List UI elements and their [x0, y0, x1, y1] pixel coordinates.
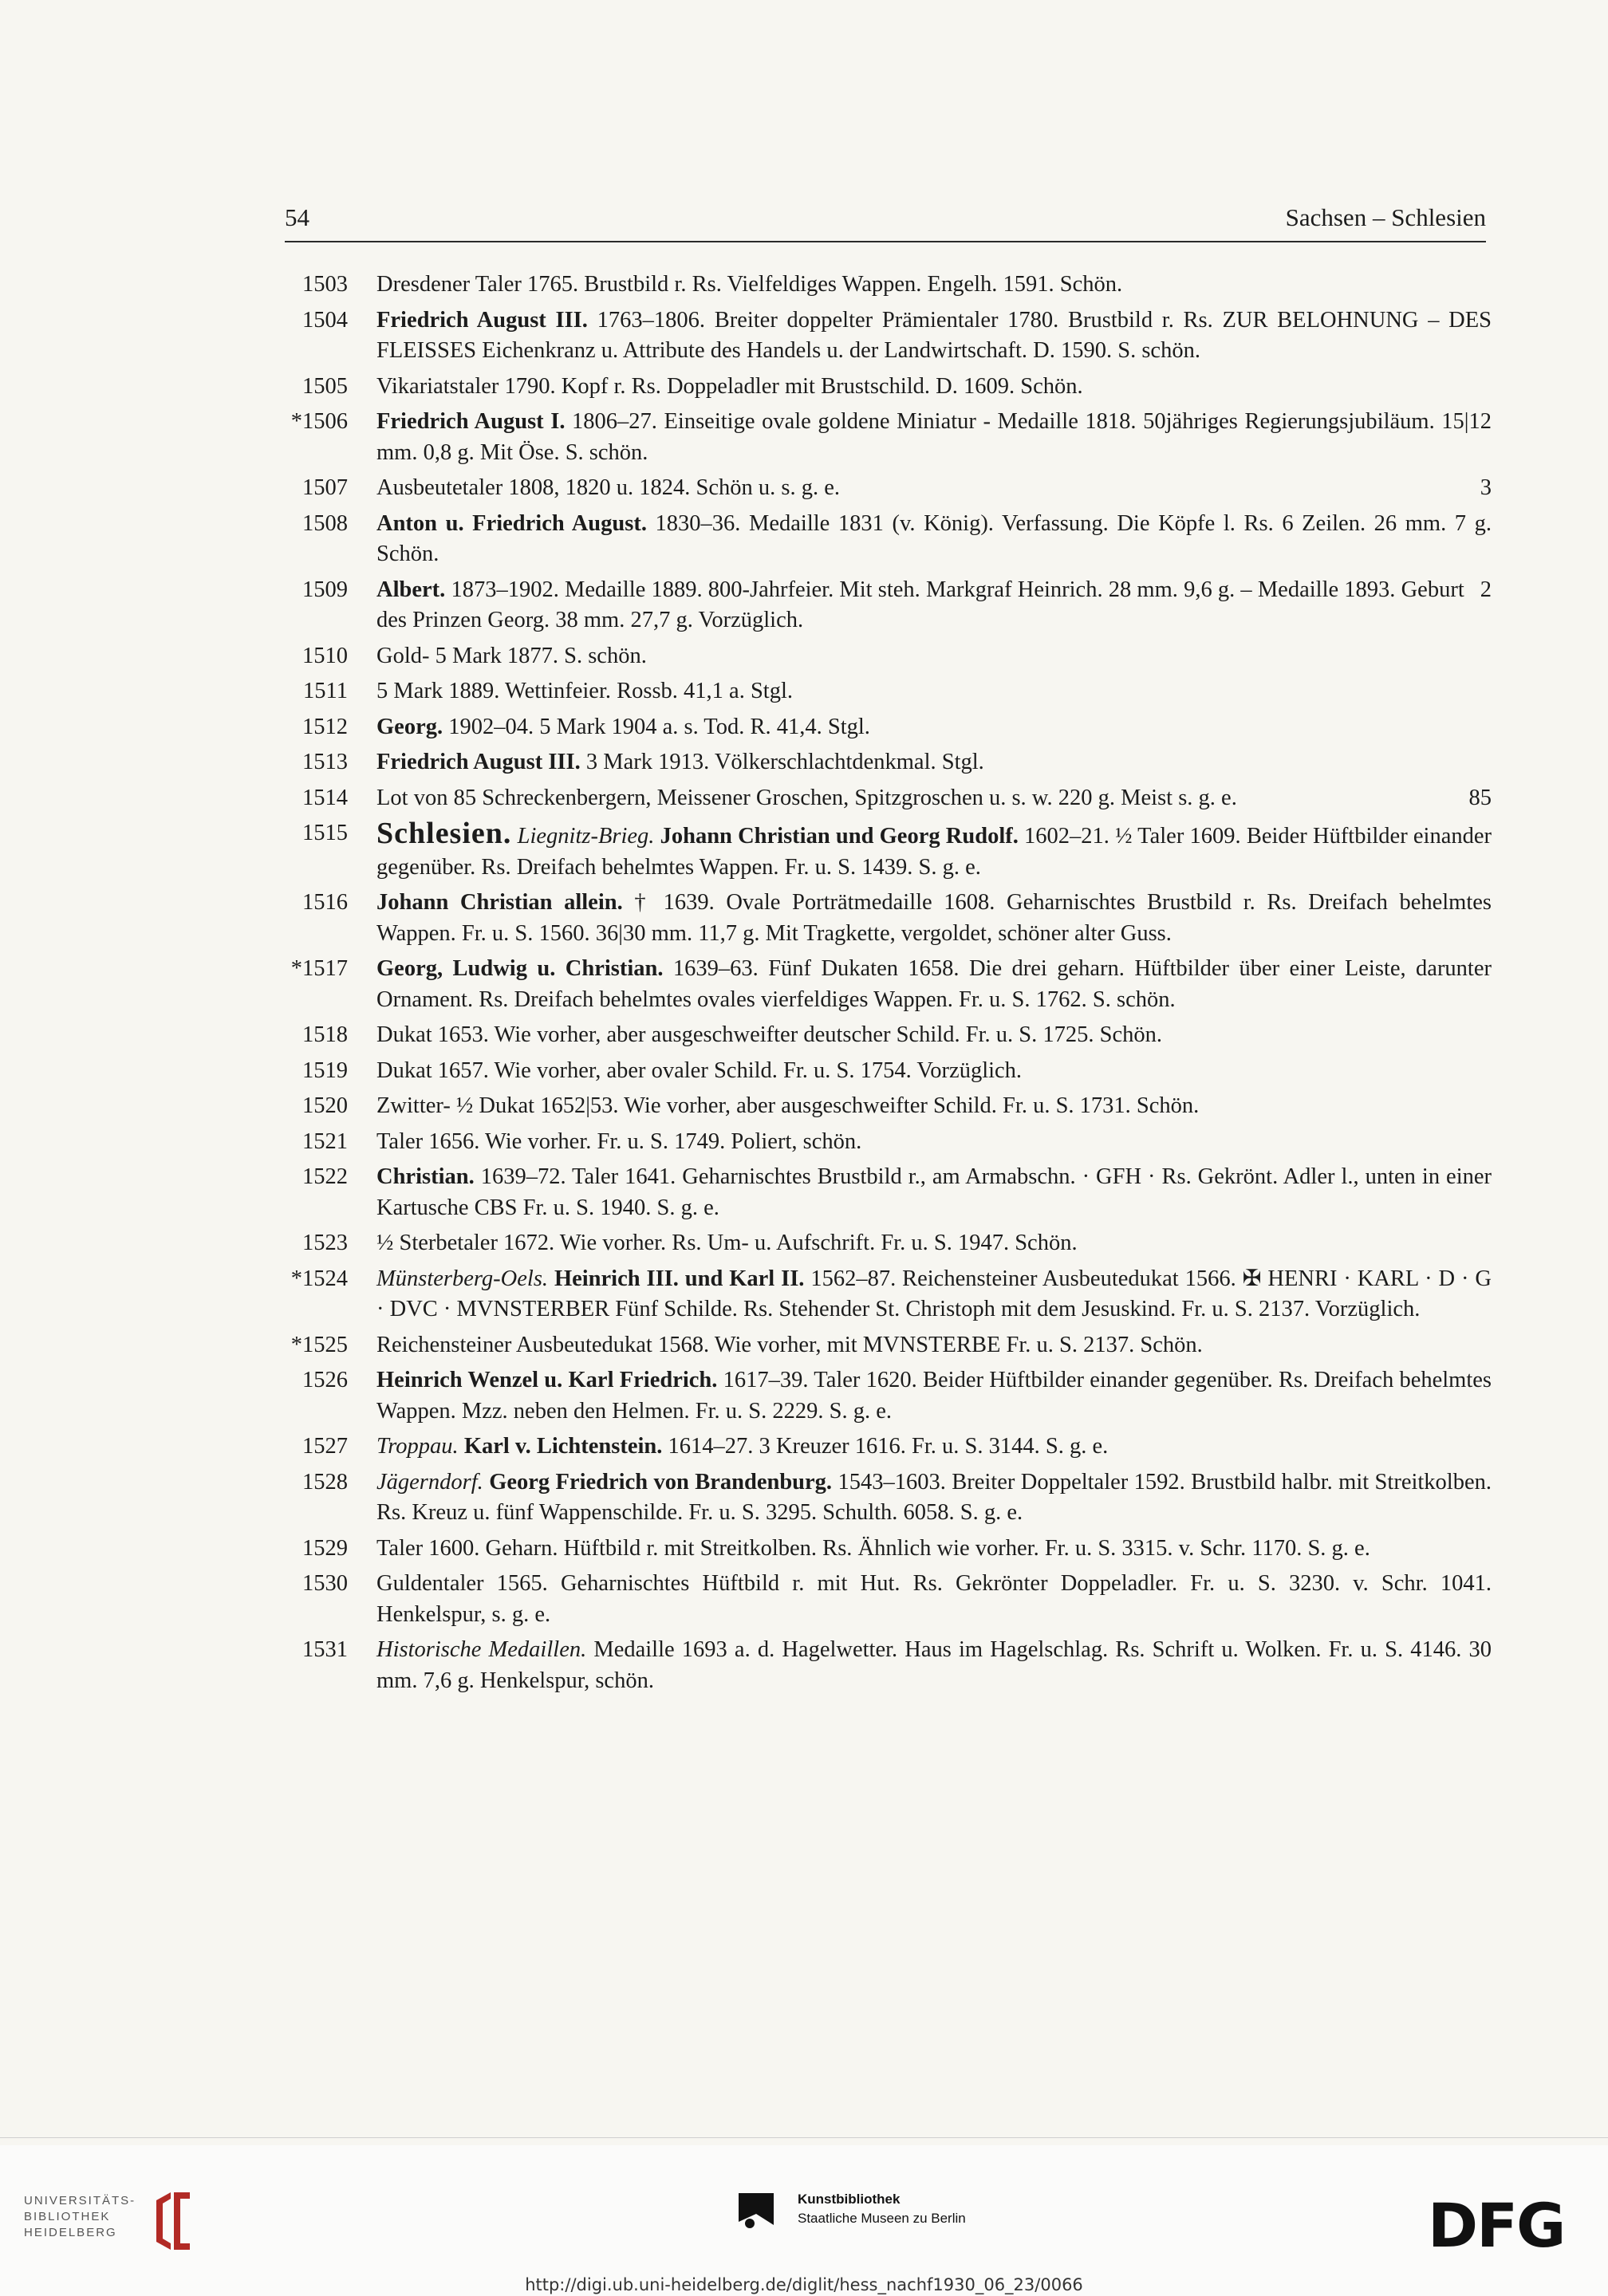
catalogue-entry — [263, 305, 1492, 367]
lot-description — [376, 1228, 1492, 1259]
description-text: 1873–1902. Medaille 1889. 800-Jahrfeier. Mit steh. Markgraf Heinrich. 28 mm. 9,6 g. – Medaille 1893. Geburt des Prinzen Georg. 38 mm. 27,7 g. Vorzüglich. — [376, 577, 1464, 632]
university-library-name — [24, 2193, 136, 2241]
description-text: Taler 1600. Geharn. Hüftbild r. mit Streitkolben. Rs. Ähnlich wie vorher. Fr. u. S. 3315. v. Schr. 1170. S. g. e. — [376, 1535, 1370, 1561]
ruler-name: Friedrich August III. — [376, 307, 588, 333]
lot-estimate: 2 — [1480, 577, 1492, 602]
description-text: Dresdener Taler 1765. Brustbild r. Rs. Vielfeldiges Wappen. Engelh. 1591. Schön. — [376, 272, 1123, 297]
university-line: UNIVERSITÄTS- — [24, 2194, 136, 2207]
catalogue-entry — [263, 1264, 1492, 1325]
catalogue-entries — [263, 270, 1492, 1701]
lot-description — [376, 1162, 1492, 1223]
lot-description — [376, 1264, 1492, 1325]
catalogue-entry — [263, 1432, 1492, 1463]
lot-number: 1504 — [302, 307, 348, 333]
catalogue-entry — [263, 1569, 1492, 1630]
catalogue-entry — [263, 1635, 1492, 1696]
description-text: 1830–36. Medaille 1831 (v. König). Verfassung. Die Köpfe l. Rs. 6 Zeilen. 26 mm. 7 g. Schön. — [376, 510, 1492, 566]
lot-description — [376, 712, 1492, 743]
lot-number: 1531 — [302, 1637, 348, 1662]
lot-number: 1522 — [302, 1164, 348, 1189]
lot-description — [376, 407, 1492, 468]
ruler-name: Friedrich August I. — [376, 409, 566, 434]
lot-description — [376, 1635, 1492, 1696]
lot-number: 1516 — [302, 890, 348, 915]
description-text: Dukat 1657. Wie vorher, aber ovaler Schild. Fr. u. S. 1754. Vorzüglich. — [376, 1057, 1023, 1083]
lot-description — [376, 1056, 1492, 1087]
region-name: Liegnitz-Brieg. — [517, 824, 655, 849]
lot-number: *1517 — [290, 956, 348, 981]
catalogue-entry — [263, 270, 1492, 301]
catalogue-entry — [263, 407, 1492, 468]
catalogue-entry — [263, 1162, 1492, 1223]
lot-description — [376, 818, 1492, 883]
lot-description — [376, 270, 1492, 301]
catalogue-entry — [263, 473, 1492, 504]
ruler-name: Heinrich III. und Karl II. — [554, 1266, 805, 1291]
permalink-url[interactable]: http://digi.ub.uni-heidelberg.de/diglit/hess_nachf1930_06_23/0066 — [525, 2275, 1083, 2294]
lot-number: 1511 — [303, 679, 348, 703]
university-logo-icon — [150, 2189, 193, 2253]
lot-description — [376, 1534, 1492, 1565]
lot-number: 1530 — [302, 1571, 348, 1596]
lot-number: *1506 — [290, 409, 348, 434]
catalogue-entry — [263, 1127, 1492, 1158]
catalogue-entry — [263, 1467, 1492, 1529]
region-name: Troppau. — [376, 1434, 459, 1459]
lot-description — [376, 1091, 1492, 1122]
description-text: † 1639. Ovale Porträtmedaille 1608. Geharnischtes Brustbild r. Rs. Dreifach behelmtes Wappen. Fr. u. S. 1560. 36|30 mm. 11,7 g. Mit Tragkette, vergoldet, schöner alter Guss. — [376, 890, 1492, 946]
description-text: Lot von 85 Schreckenbergern, Meissener Groschen, Spitzgroschen u. s. w. 220 g. Meist s. g. e. — [376, 785, 1237, 810]
header-rule — [285, 241, 1486, 242]
description-text: 1763–1806. Breiter doppelter Prämientaler 1780. Brustbild r. Rs. ZUR BELOHNUNG – DES FLEISSES Eichenkranz u. Attribute des Handels u. der Landwirtschaft. D. 1590. S. schön. — [376, 307, 1492, 363]
lot-description — [376, 888, 1492, 949]
description-text: 3 Mark 1913. Völkerschlachtdenkmal. Stgl. — [580, 750, 984, 774]
catalogue-entry — [263, 575, 1492, 636]
lot-number: *1524 — [290, 1266, 348, 1291]
digitization-footer — [0, 2145, 1608, 2296]
lot-number: 1526 — [302, 1368, 348, 1392]
region-name: Münsterberg-Oels. — [376, 1266, 549, 1291]
catalogue-entry — [263, 676, 1492, 707]
description-text: Dukat 1653. Wie vorher, aber ausgeschweifter deutscher Schild. Fr. u. S. 1725. Schön. — [376, 1022, 1162, 1047]
lot-description — [376, 509, 1492, 570]
lot-description — [376, 747, 1492, 778]
ruler-name: Albert. — [376, 577, 446, 602]
kb-title: Kunstbibliothek — [798, 2192, 901, 2207]
catalogue-entry — [263, 888, 1492, 949]
region-name: Jägerndorf. — [376, 1469, 483, 1495]
page-number: 54 — [285, 203, 309, 231]
lot-number: 1513 — [302, 750, 348, 774]
lot-description — [376, 473, 1492, 504]
ruler-name: Georg, Ludwig u. Christian. — [376, 956, 664, 981]
region-name: Historische Medaillen. — [376, 1637, 587, 1662]
lot-number: 1519 — [302, 1057, 348, 1083]
description-text: ½ Sterbetaler 1672. Wie vorher. Rs. Um- u. Aufschrift. Fr. u. S. 1947. Schön. — [376, 1231, 1078, 1255]
lot-description — [376, 1020, 1492, 1051]
lot-estimate: 3 — [1480, 475, 1492, 500]
ruler-name: Georg Friedrich von Brandenburg. — [489, 1469, 833, 1495]
description-text: 1617–39. Taler 1620. Beider Hüftbilder einander gegenüber. Rs. Dreifach behelmtes Wappen. Mzz. neben den Helmen. Fr. u. S. 2229. S. g. e. — [376, 1368, 1492, 1424]
lot-number: 1509 — [302, 577, 348, 602]
ruler-name: Anton u. Friedrich August. — [376, 510, 647, 536]
catalogue-entry — [263, 783, 1492, 814]
page-header — [285, 203, 1486, 235]
catalogue-entry — [263, 818, 1492, 883]
description-text: Gold- 5 Mark 1877. S. schön. — [376, 643, 647, 668]
lot-number: 1515 — [302, 821, 348, 845]
lot-number: 1503 — [302, 272, 348, 297]
lot-description — [376, 783, 1492, 814]
lot-number: 1507 — [302, 475, 348, 500]
lot-description — [376, 1127, 1492, 1158]
ruler-name: Christian. — [376, 1164, 475, 1189]
description-text: Guldentaler 1565. Geharnischtes Hüftbild r. mit Hut. Rs. Gekrönter Doppeladler. Fr. u. S. 3230. v. Schr. 1041. Henkelspur, s. g. e. — [376, 1571, 1492, 1627]
catalogue-entry — [263, 1020, 1492, 1051]
ruler-name: Johann Christian und Georg Rudolf. — [660, 824, 1019, 849]
lot-estimate: 85 — [1468, 785, 1492, 810]
description-text: 1639–63. Fünf Dukaten 1658. Die drei geharn. Hüftbilder über einer Leiste, darunter Ornament. Rs. Dreifach behelmtes ovales vierfeldiges Wappen. Fr. u. S. 1762. S. schön. — [376, 956, 1492, 1012]
catalogue-entry — [263, 1056, 1492, 1087]
description-text: 1562–87. Reichensteiner Ausbeutedukat 1566. ✠ HENRI · KARL · D · G · DVC · MVNSTERBER Fünf Schilde. Rs. Stehender St. Christoph mit dem Jesuskind. Fr. u. S. 2137. Vorzüglich. — [376, 1266, 1492, 1321]
catalogue-entry — [263, 1330, 1492, 1361]
lot-description — [376, 1432, 1492, 1463]
description-text — [459, 1434, 464, 1459]
lot-number: 1528 — [302, 1469, 348, 1495]
description-text: Taler 1656. Wie vorher. Fr. u. S. 1749. Poliert, schön. — [376, 1128, 862, 1154]
lot-description — [376, 954, 1492, 1015]
catalogue-entry — [263, 372, 1492, 403]
description-text: 1543–1603. Breiter Doppeltaler 1592. Brustbild halbr. mit Streitkolben. Rs. Kreuz u. fünf Wappenschilde. Fr. u. S. 3295. Schulth. 6058. S. g. e. — [376, 1469, 1492, 1525]
university-line: BIBLIOTHEK — [24, 2210, 111, 2223]
description-text: 1614–27. 3 Kreuzer 1616. Fr. u. S. 3144. S. g. e. — [662, 1434, 1109, 1459]
catalogue-entry — [263, 1228, 1492, 1259]
catalogue-entry — [263, 747, 1492, 778]
kunstbibliothek-label — [798, 2190, 966, 2228]
catalogue-entry — [263, 1091, 1492, 1122]
description-text: 1806–27. Einseitige ovale goldene Miniatur - Medaille 1818. 50jähriges Regierungsjubiläum. 15|12 mm. 0,8 g. Mit Öse. S. schön. — [376, 409, 1492, 465]
lot-number: 1529 — [302, 1535, 348, 1561]
lot-description — [376, 676, 1492, 707]
ruler-name: Karl v. Lichtenstein. — [463, 1434, 663, 1459]
ruler-name: Heinrich Wenzel u. Karl Friedrich. — [376, 1368, 718, 1392]
description-text: 5 Mark 1889. Wettinfeier. Rossb. 41,1 a. Stgl. — [376, 679, 794, 703]
lot-number: 1510 — [302, 643, 348, 668]
footer-divider — [0, 2137, 1608, 2138]
kunstbibliothek-logo-icon — [732, 2190, 780, 2238]
description-text: Reichensteiner Ausbeutedukat 1568. Wie vorher, mit MVNSTERBE Fr. u. S. 2137. Schön. — [376, 1332, 1203, 1357]
lot-number: 1514 — [302, 785, 348, 810]
catalogue-entry — [263, 641, 1492, 672]
lot-description — [376, 641, 1492, 672]
lot-description — [376, 575, 1492, 636]
ruler-name: Friedrich August III. — [376, 750, 581, 774]
description-text: Vikariatstaler 1790. Kopf r. Rs. Doppeladler mit Brustschild. D. 1609. Schön. — [376, 373, 1083, 399]
description-text: 1602–21. ½ Taler 1609. Beider Hüftbilder einander gegenüber. Rs. Dreifach behelmtes Wappen. Fr. u. S. 1439. S. g. e. — [376, 824, 1492, 880]
lot-number: 1512 — [302, 714, 348, 739]
description-text — [511, 824, 517, 849]
catalogue-entry — [263, 712, 1492, 743]
ruler-name: Johann Christian allein. — [376, 890, 623, 915]
kb-subtitle: Staatliche Museen zu Berlin — [798, 2211, 966, 2226]
dfg-logo: DFG — [1428, 2190, 1565, 2261]
lot-description — [376, 1467, 1492, 1529]
ruler-name: Georg. — [376, 714, 443, 739]
catalogue-entry — [263, 1534, 1492, 1565]
lot-number: 1527 — [302, 1434, 348, 1459]
lot-description — [376, 305, 1492, 367]
description-text: Ausbeutetaler 1808, 1820 u. 1824. Schön u. s. g. e. — [376, 475, 841, 500]
lot-number: 1520 — [302, 1093, 348, 1118]
description-text — [548, 1266, 554, 1291]
running-title: Sachsen – Schlesien — [1285, 203, 1486, 231]
description-text: 1639–72. Taler 1641. Geharnischtes Brustbild r., am Armabschn. · GFH · Rs. Gekrönt. Adler l., unten in einer Kartusche CBS Fr. u. S. 1940. S. g. e. — [376, 1164, 1492, 1220]
description-text: Zwitter- ½ Dukat 1652|53. Wie vorher, aber ausgeschweifter Schild. Fr. u. S. 1731. Schön. — [376, 1093, 1200, 1118]
ruler-name: Schlesien. — [376, 817, 512, 850]
lot-number: 1508 — [302, 510, 348, 536]
catalogue-entry — [263, 1365, 1492, 1427]
university-line: HEIDELBERG — [24, 2226, 117, 2239]
description-text: 1902–04. 5 Mark 1904 a. s. Tod. R. 41,4. Stgl. — [443, 714, 870, 739]
lot-number: 1518 — [302, 1022, 348, 1047]
lot-number: *1525 — [290, 1332, 348, 1357]
lot-number: 1521 — [302, 1128, 348, 1154]
lot-description — [376, 372, 1492, 403]
lot-description — [376, 1365, 1492, 1427]
catalogue-entry — [263, 509, 1492, 570]
lot-description — [376, 1569, 1492, 1630]
description-text — [654, 824, 660, 849]
catalogue-entry — [263, 954, 1492, 1015]
description-text: Medaille 1693 a. d. Hagelwetter. Haus im Hagelschlag. Rs. Schrift u. Wolken. Fr. u. S. 4146. 30 mm. 7,6 g. Henkelspur, schön. — [376, 1637, 1492, 1693]
lot-number: 1523 — [302, 1231, 348, 1255]
lot-number: 1505 — [302, 373, 348, 399]
lot-description — [376, 1330, 1492, 1361]
